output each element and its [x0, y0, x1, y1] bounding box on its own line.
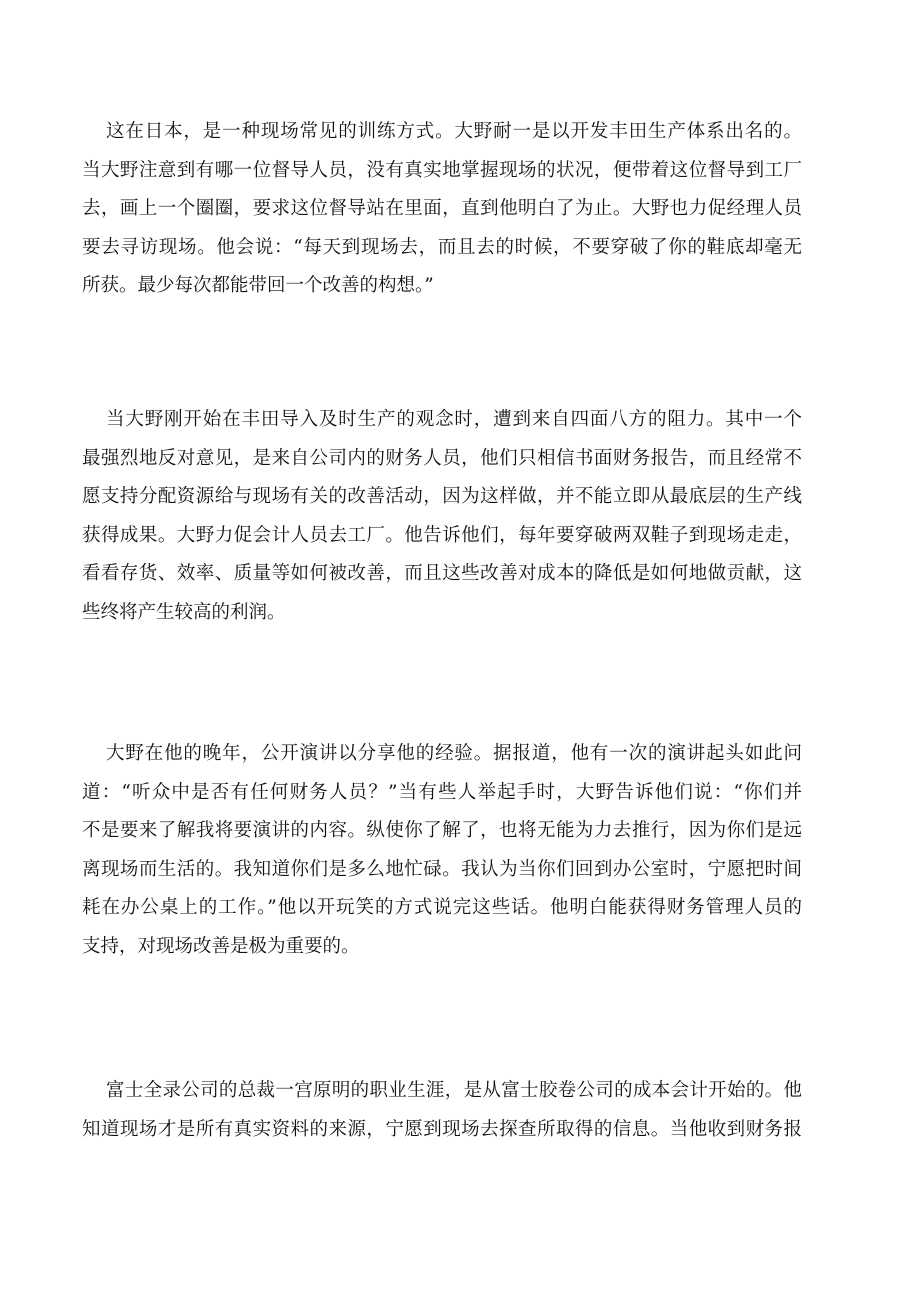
text-line: 道：“听众中是否有任何财务人员？”当有些人举起手时，大野告诉他们说：“你们并 [82, 781, 802, 803]
paragraph-ohno-training [82, 113, 802, 306]
text-line: 要去寻访现场。他会说：“每天到现场去，而且去的时候，不要穿破了你的鞋底却毫无 [82, 236, 802, 258]
text-line: 去，画上一个圈圈，要求这位督导站在里面，直到他明白了为止。大野也力促经理人员 [82, 198, 802, 219]
text-line: 获得成果。大野力促会计人员去工厂。他告诉他们，每年要穿破两双鞋子到现场走走， [82, 524, 802, 546]
text-line: 离现场而生活的。我知道你们是多么地忙碌。我认为当你们回到办公室时，宁愿把时间 [82, 858, 802, 880]
text-line: 当大野刚开始在丰田导入及时生产的观念时，遭到来自四面八方的阻力。其中一个 [106, 409, 802, 430]
text-line: 不是要来了解我将要演讲的内容。纵使你了解了，也将无能为力去推行，因为你们是远 [82, 820, 802, 841]
text-line: 富士全录公司的总裁一宫原明的职业生涯，是从富士胶卷公司的成本会计开始的。他 [106, 1080, 802, 1101]
text-line: 最强烈地反对意见，是来自公司内的财务人员，他们只相信书面财务报告，而且经常不 [82, 447, 802, 469]
text-line: 当大野注意到有哪一位督导人员，没有真实地掌握现场的状况，便带着这位督导到工厂 [82, 159, 802, 181]
text-line: 大野在他的晚年，公开演讲以分享他的经验。据报道，他有一次的演讲起头如此问 [106, 743, 802, 764]
text-line: 看看存货、效率、质量等如何被改善，而且这些改善对成本的降低是如何地做贡献，这 [82, 563, 802, 584]
text-line: 愿支持分配资源给与现场有关的改善活动，因为这样做，并不能立即从最底层的生产线 [82, 486, 802, 507]
text-line: 些终将产生较高的利润。 [82, 601, 286, 623]
paragraph-fuji-xerox [82, 1072, 802, 1149]
paragraph-ohno-lecture [82, 735, 802, 966]
paragraph-jit-resistance [82, 401, 802, 632]
text-line: 知道现场才是所有真实资料的来源，宁愿到现场去探查所取得的信息。当他收到财务报 [82, 1118, 802, 1140]
text-line: 耗在办公桌上的工作。”他以开玩笑的方式说完这些话。他明白能获得财务管理人员的 [82, 897, 802, 918]
text-line: 这在日本，是一种现场常见的训练方式。大野耐一是以开发丰田生产体系出名的。 [106, 121, 802, 142]
text-line: 支持，对现场改善是极为重要的。 [82, 935, 360, 957]
text-line: 所获。最少每次都能带回一个改善的构想。” [82, 275, 434, 296]
